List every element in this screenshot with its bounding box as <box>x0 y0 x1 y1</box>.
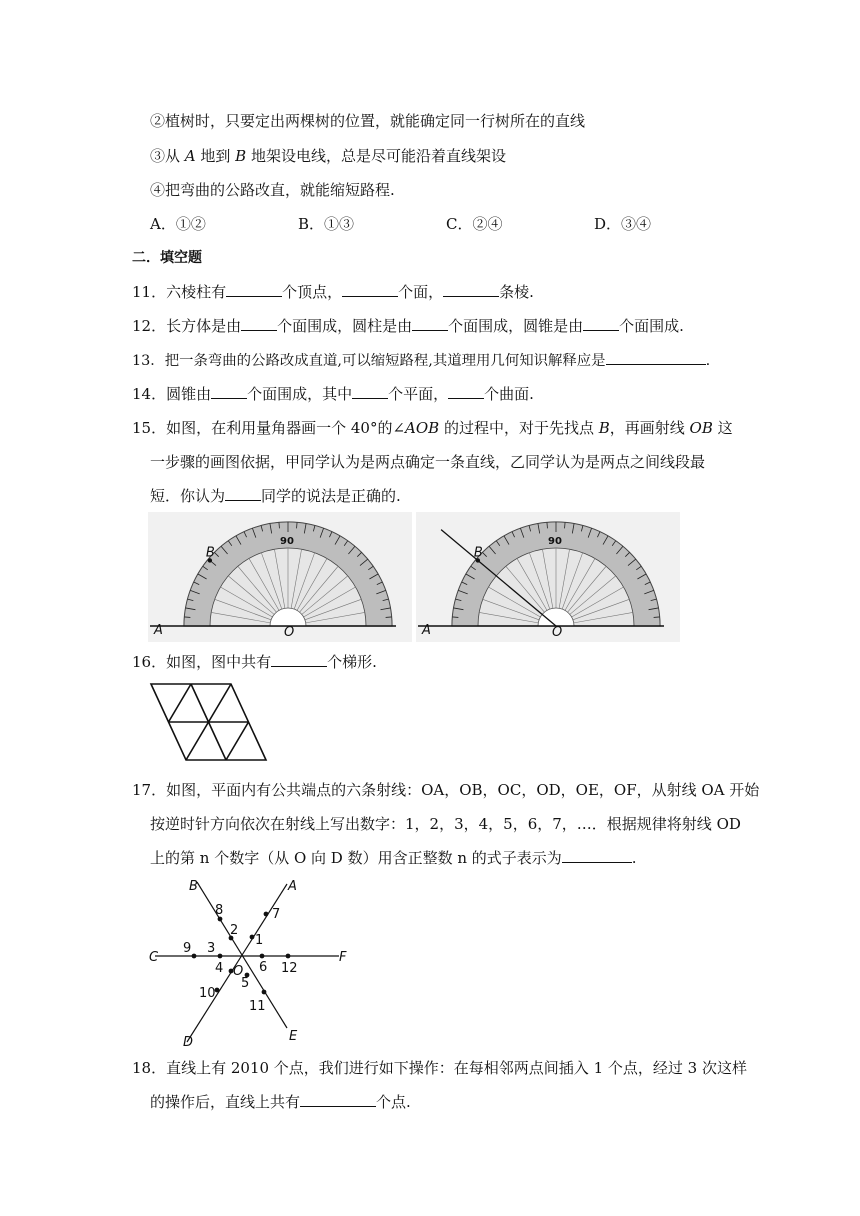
ray-number: 6 <box>259 960 268 975</box>
q10-item-3: ③从 A 地到 B 地架设电线，总是尽可能沿着直线架设 <box>150 147 506 165</box>
protractor-tick <box>565 522 566 528</box>
answer-blank[interactable] <box>225 486 261 501</box>
protractor-tick <box>654 617 660 618</box>
protractor-tick <box>386 617 392 618</box>
ray-number: 11 <box>249 999 266 1014</box>
protractor-tick <box>279 522 280 528</box>
ray-number: 7 <box>272 907 281 922</box>
answer-blank[interactable] <box>300 1092 376 1107</box>
label-c: C <box>149 950 159 965</box>
answer-blank[interactable] <box>226 282 282 297</box>
protractor-tick <box>547 522 548 528</box>
label-f: F <box>339 950 347 965</box>
diag-line <box>169 684 192 722</box>
label-b: B <box>473 545 483 561</box>
q10-option-b: B．①③ <box>298 215 355 233</box>
label-b: B <box>189 879 198 894</box>
answer-blank[interactable] <box>583 316 619 331</box>
question-17-line-2: 按逆时针方向依次在射线上写出数字：1，2，3，4，5，6，7，…．根据规律将射线 OD <box>150 815 741 833</box>
label-a: A <box>422 623 431 638</box>
question-16: 16．如图，图中共有 个梯形. <box>132 653 377 671</box>
question-17-line-3: 上的第 n 个数字（从 O 向 D 数）用含正整数 n 的式子表示为 . <box>150 849 637 867</box>
protractor-figures <box>148 512 680 642</box>
ray-number: 4 <box>215 961 224 976</box>
answer-blank[interactable] <box>448 384 484 399</box>
question-13: 13．把一条弯曲的公路改成直道,可以缩短路程,其道理用几何知识解释应是 . <box>132 350 710 371</box>
protractor-right <box>416 512 680 642</box>
question-12: 12．长方体是由 个面围成，圆柱是由 个面围成，圆锥是由 个面围成. <box>132 317 684 335</box>
ray-number: 8 <box>215 903 224 918</box>
label-o: O <box>552 625 563 640</box>
q10-item-2: ②植树时，只要定出两棵树的位置，就能确定同一行树所在的直线 <box>150 112 586 130</box>
question-11: 11．六棱柱有 个顶点， 个面， 条棱. <box>132 283 534 301</box>
ray-number: 9 <box>183 941 192 956</box>
answer-blank[interactable] <box>352 384 388 399</box>
ray-number: 10 <box>199 986 216 1001</box>
answer-blank[interactable] <box>412 316 448 331</box>
answer-blank[interactable] <box>271 652 327 667</box>
q10-option-d: D．③④ <box>594 215 652 233</box>
section-heading: 二．填空题 <box>132 250 202 266</box>
question-18-line-1: 18．直线上有 2010 个点，我们进行如下操作：在每相邻两点间插入 1 个点，经过 3 次这样 <box>132 1059 747 1077</box>
protractor-left <box>148 512 412 642</box>
question-15-line-2: 一步骤的画图依据，甲同学认为是两点确定一条直线，乙同学认为是两点之间线段最 <box>150 453 706 471</box>
label-a: A <box>288 879 297 894</box>
protractor-tick <box>297 522 298 528</box>
question-14: 14．圆锥由 个面围成，其中 个平面， 个曲面. <box>132 385 534 403</box>
question-15-line-3: 短．你认为 同学的说法是正确的. <box>150 487 401 505</box>
q10-item-4: ④把弯曲的公路改直，就能缩短路程. <box>150 181 395 199</box>
diag-line <box>226 722 249 760</box>
label-d: D <box>183 1035 194 1048</box>
answer-blank[interactable] <box>562 848 632 863</box>
question-15-line-1: 15．如图，在利用量角器画一个 40°的∠AOB 的过程中，对于先找点 B，再画射线 OB 这 <box>132 419 733 437</box>
label-b: B <box>205 545 215 561</box>
q10-option-c: C．②④ <box>446 215 503 233</box>
ray-number: 1 <box>255 933 264 948</box>
label-o: O <box>284 625 295 640</box>
ray-number: 2 <box>230 923 239 938</box>
answer-blank[interactable] <box>342 282 398 297</box>
six-rays-figure <box>145 868 355 1048</box>
answer-blank[interactable] <box>606 350 706 365</box>
ray-number: 5 <box>241 976 250 991</box>
protractor-label-90: 90 <box>548 536 562 547</box>
trapezoid-figure <box>146 682 272 764</box>
protractor-tick <box>184 617 190 618</box>
protractor-tick <box>452 617 458 618</box>
q10-option-a: A．①② <box>150 215 206 233</box>
ray-number: 12 <box>281 961 298 976</box>
answer-blank[interactable] <box>211 384 247 399</box>
answer-blank[interactable] <box>443 282 499 297</box>
question-17-line-1: 17．如图，平面内有公共端点的六条射线：OA，OB，OC，OD，OE，OF，从射线 OA 开始 <box>132 781 760 799</box>
label-o: O <box>233 964 244 979</box>
question-18-line-2: 的操作后，直线上共有 个点. <box>150 1093 411 1111</box>
protractor-label-90: 90 <box>280 536 294 547</box>
answer-blank[interactable] <box>241 316 277 331</box>
label-e: E <box>289 1029 298 1044</box>
label-a: A <box>154 623 163 638</box>
ray-number: 3 <box>207 941 216 956</box>
